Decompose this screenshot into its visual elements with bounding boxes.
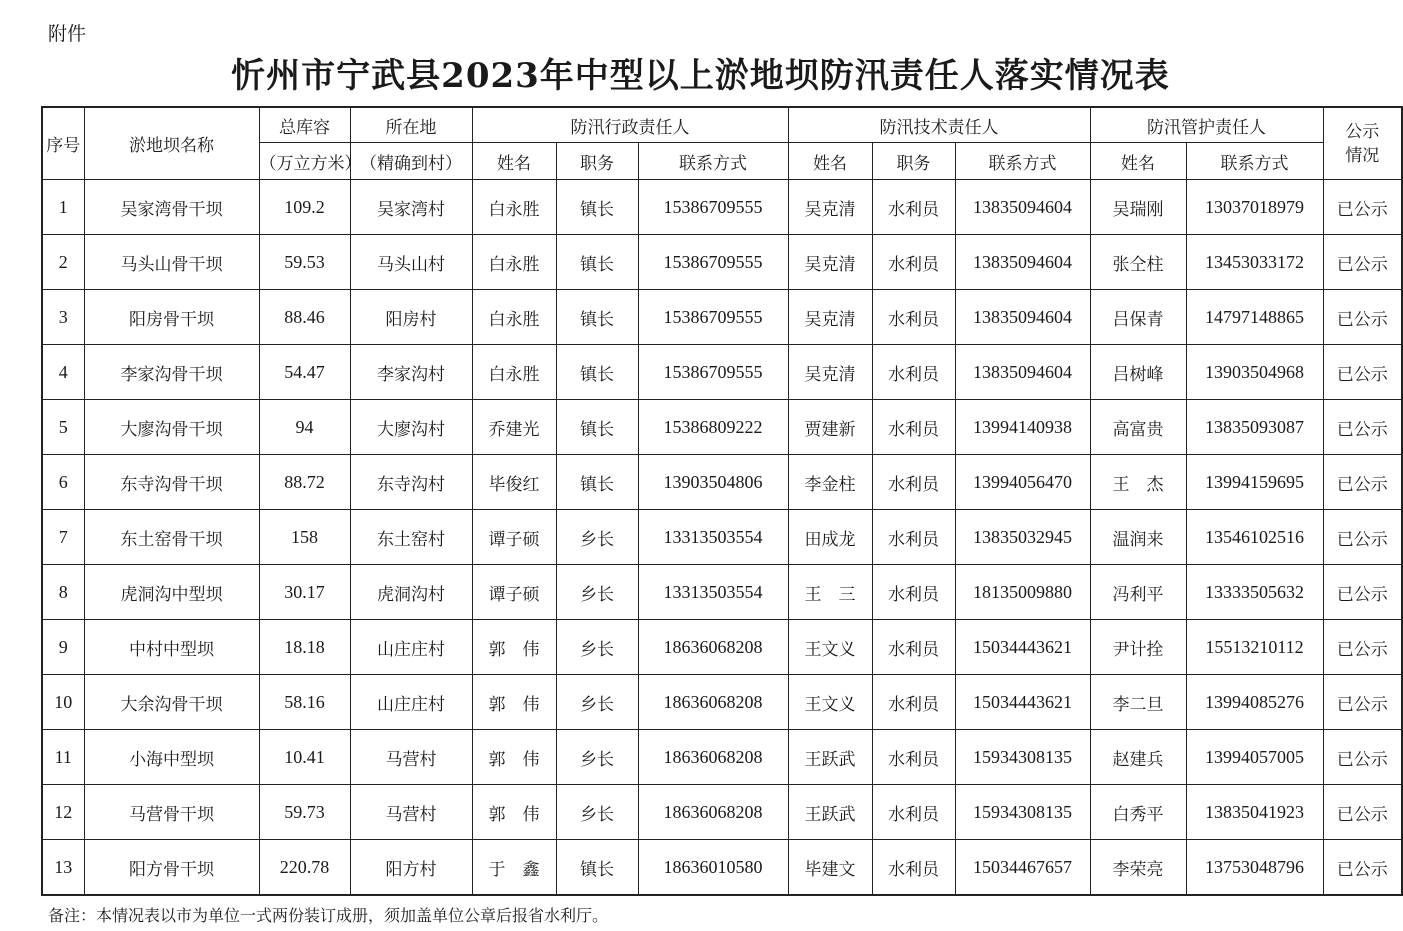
cell-location: 吴家湾村 (350, 180, 472, 235)
cell-care-name: 吕保青 (1090, 290, 1186, 345)
cell-tech-duty: 水利员 (872, 510, 955, 565)
table-row (42, 620, 1402, 675)
cell-care-phone: 14797148865 (1186, 290, 1323, 345)
table-row (42, 510, 1402, 565)
cell-tech-phone: 15934308135 (955, 730, 1090, 785)
cell-admin-phone: 18636010580 (638, 840, 788, 896)
cell-dam-name: 吴家湾骨干坝 (84, 180, 259, 235)
cell-admin-duty: 镇长 (556, 400, 638, 455)
header-care-contact: 联系方式 (1186, 143, 1323, 180)
cell-tech-phone: 15034467657 (955, 840, 1090, 896)
cell-index: 2 (42, 235, 84, 290)
cell-tech-name: 毕建文 (788, 840, 872, 896)
cell-tech-phone: 13835094604 (955, 235, 1090, 290)
cell-admin-name: 郭 伟 (472, 785, 556, 840)
cell-tech-phone: 13835094604 (955, 345, 1090, 400)
cell-care-name: 王 杰 (1090, 455, 1186, 510)
cell-admin-duty: 镇长 (556, 290, 638, 345)
cell-admin-phone: 18636068208 (638, 730, 788, 785)
cell-tech-duty: 水利员 (872, 235, 955, 290)
cell-admin-phone: 13313503554 (638, 510, 788, 565)
cell-tech-duty: 水利员 (872, 180, 955, 235)
cell-public-status: 已公示 (1323, 730, 1402, 785)
cell-care-phone: 13037018979 (1186, 180, 1323, 235)
cell-index: 5 (42, 400, 84, 455)
cell-dam-name: 中村中型坝 (84, 620, 259, 675)
cell-admin-duty: 镇长 (556, 235, 638, 290)
cell-index: 3 (42, 290, 84, 345)
header-public-line1: 公示 (1345, 121, 1380, 142)
header-capacity-unit: （万立方米） (259, 143, 350, 180)
cell-care-phone: 13453033172 (1186, 235, 1323, 290)
cell-admin-name: 于 鑫 (472, 840, 556, 896)
cell-public-status: 已公示 (1323, 620, 1402, 675)
cell-location: 马营村 (350, 730, 472, 785)
cell-capacity: 158 (259, 510, 350, 565)
cell-admin-duty: 镇长 (556, 345, 638, 400)
cell-admin-duty: 乡长 (556, 620, 638, 675)
cell-tech-phone: 13994056470 (955, 455, 1090, 510)
cell-dam-name: 东寺沟骨干坝 (84, 455, 259, 510)
header-location: 所在地 (350, 107, 472, 143)
cell-public-status: 已公示 (1323, 400, 1402, 455)
cell-capacity: 59.73 (259, 785, 350, 840)
cell-tech-name: 吴克清 (788, 345, 872, 400)
cell-admin-phone: 18636068208 (638, 675, 788, 730)
header-public-status (1323, 107, 1402, 180)
footnote: 备注：本情况表以市为单位一式两份装订成册，须加盖单位公章后报省水利厅。 (48, 906, 609, 925)
header-admin-group: 防汛行政责任人 (472, 107, 788, 143)
cell-dam-name: 阳方骨干坝 (84, 840, 259, 896)
cell-location: 马营村 (350, 785, 472, 840)
cell-tech-duty: 水利员 (872, 675, 955, 730)
cell-location: 马头山村 (350, 235, 472, 290)
cell-care-name: 尹计拴 (1090, 620, 1186, 675)
header-admin-contact: 联系方式 (638, 143, 788, 180)
cell-care-name: 吴瑞刚 (1090, 180, 1186, 235)
cell-public-status: 已公示 (1323, 345, 1402, 400)
cell-tech-phone: 15034443621 (955, 620, 1090, 675)
header-tech-duty: 职务 (872, 143, 955, 180)
header-capacity: 总库容 (259, 107, 350, 143)
cell-admin-name: 郭 伟 (472, 620, 556, 675)
cell-care-name: 李二旦 (1090, 675, 1186, 730)
header-dam-name: 淤地坝名称 (84, 107, 259, 180)
cell-location: 山庄庄村 (350, 620, 472, 675)
cell-care-name: 李荣亮 (1090, 840, 1186, 896)
cell-dam-name: 马头山骨干坝 (84, 235, 259, 290)
cell-admin-name: 乔建光 (472, 400, 556, 455)
cell-admin-duty: 乡长 (556, 510, 638, 565)
table-row (42, 785, 1402, 840)
cell-dam-name: 大余沟骨干坝 (84, 675, 259, 730)
cell-tech-phone: 18135009880 (955, 565, 1090, 620)
cell-admin-duty: 乡长 (556, 785, 638, 840)
cell-tech-phone: 13835032945 (955, 510, 1090, 565)
cell-admin-duty: 乡长 (556, 730, 638, 785)
cell-location: 东寺沟村 (350, 455, 472, 510)
cell-index: 10 (42, 675, 84, 730)
cell-public-status: 已公示 (1323, 455, 1402, 510)
cell-tech-duty: 水利员 (872, 455, 955, 510)
cell-public-status: 已公示 (1323, 180, 1402, 235)
cell-care-name: 白秀平 (1090, 785, 1186, 840)
cell-admin-name: 毕俊红 (472, 455, 556, 510)
cell-admin-phone: 18636068208 (638, 620, 788, 675)
cell-admin-phone: 15386709555 (638, 235, 788, 290)
cell-admin-duty: 镇长 (556, 180, 638, 235)
cell-admin-name: 谭子硕 (472, 565, 556, 620)
responsibility-table (41, 106, 1403, 896)
table-row (42, 455, 1402, 510)
cell-admin-name: 郭 伟 (472, 730, 556, 785)
cell-tech-name: 王跃武 (788, 730, 872, 785)
attachment-label: 附件 (48, 23, 87, 45)
header-admin-duty: 职务 (556, 143, 638, 180)
cell-tech-name: 吴克清 (788, 180, 872, 235)
table-row (42, 565, 1402, 620)
table-row (42, 180, 1402, 235)
cell-admin-phone: 13313503554 (638, 565, 788, 620)
cell-tech-name: 王文义 (788, 620, 872, 675)
table-row (42, 290, 1402, 345)
table-row (42, 840, 1402, 896)
cell-capacity: 18.18 (259, 620, 350, 675)
cell-care-name: 张仝柱 (1090, 235, 1186, 290)
cell-index: 6 (42, 455, 84, 510)
cell-index: 8 (42, 565, 84, 620)
cell-tech-name: 王跃武 (788, 785, 872, 840)
cell-index: 4 (42, 345, 84, 400)
cell-capacity: 88.72 (259, 455, 350, 510)
table-row (42, 675, 1402, 730)
cell-location: 李家沟村 (350, 345, 472, 400)
cell-dam-name: 大廖沟骨干坝 (84, 400, 259, 455)
cell-index: 12 (42, 785, 84, 840)
cell-tech-name: 李金柱 (788, 455, 872, 510)
cell-tech-phone: 15034443621 (955, 675, 1090, 730)
cell-location: 阳房村 (350, 290, 472, 345)
cell-location: 虎洞沟村 (350, 565, 472, 620)
cell-care-name: 吕树峰 (1090, 345, 1186, 400)
cell-care-name: 温润来 (1090, 510, 1186, 565)
cell-admin-name: 白永胜 (472, 235, 556, 290)
table-row (42, 400, 1402, 455)
cell-tech-duty: 水利员 (872, 785, 955, 840)
cell-care-phone: 13835093087 (1186, 400, 1323, 455)
cell-public-status: 已公示 (1323, 290, 1402, 345)
cell-tech-name: 王文义 (788, 675, 872, 730)
cell-care-phone: 13994057005 (1186, 730, 1323, 785)
cell-capacity: 88.46 (259, 290, 350, 345)
cell-tech-duty: 水利员 (872, 565, 955, 620)
cell-dam-name: 马营骨干坝 (84, 785, 259, 840)
cell-index: 13 (42, 840, 84, 896)
cell-dam-name: 李家沟骨干坝 (84, 345, 259, 400)
header-care-name: 姓名 (1090, 143, 1186, 180)
cell-capacity: 30.17 (259, 565, 350, 620)
cell-admin-duty: 镇长 (556, 455, 638, 510)
table-row (42, 235, 1402, 290)
cell-care-name: 赵建兵 (1090, 730, 1186, 785)
cell-capacity: 220.78 (259, 840, 350, 896)
cell-index: 7 (42, 510, 84, 565)
cell-tech-name: 吴克清 (788, 290, 872, 345)
cell-public-status: 已公示 (1323, 785, 1402, 840)
cell-admin-duty: 镇长 (556, 840, 638, 896)
cell-tech-name: 吴克清 (788, 235, 872, 290)
cell-care-name: 高富贵 (1090, 400, 1186, 455)
cell-care-phone: 13994085276 (1186, 675, 1323, 730)
cell-dam-name: 小海中型坝 (84, 730, 259, 785)
header-tech-group: 防汛技术责任人 (788, 107, 1090, 143)
cell-admin-phone: 15386709555 (638, 345, 788, 400)
cell-care-phone: 13753048796 (1186, 840, 1323, 896)
header-tech-name: 姓名 (788, 143, 872, 180)
cell-location: 山庄庄村 (350, 675, 472, 730)
cell-public-status: 已公示 (1323, 235, 1402, 290)
cell-tech-phone: 13994140938 (955, 400, 1090, 455)
cell-public-status: 已公示 (1323, 840, 1402, 896)
cell-care-name: 冯利平 (1090, 565, 1186, 620)
cell-care-phone: 15513210112 (1186, 620, 1323, 675)
cell-care-phone: 13835041923 (1186, 785, 1323, 840)
cell-capacity: 109.2 (259, 180, 350, 235)
cell-tech-duty: 水利员 (872, 400, 955, 455)
cell-tech-phone: 13835094604 (955, 180, 1090, 235)
header-care-group: 防汛管护责任人 (1090, 107, 1323, 143)
cell-public-status: 已公示 (1323, 565, 1402, 620)
cell-care-phone: 13333505632 (1186, 565, 1323, 620)
cell-tech-duty: 水利员 (872, 730, 955, 785)
cell-public-status: 已公示 (1323, 675, 1402, 730)
cell-tech-name: 田成龙 (788, 510, 872, 565)
cell-tech-name: 贾建新 (788, 400, 872, 455)
table-row (42, 730, 1402, 785)
cell-admin-duty: 乡长 (556, 565, 638, 620)
cell-admin-phone: 15386709555 (638, 180, 788, 235)
cell-tech-duty: 水利员 (872, 840, 955, 896)
cell-tech-phone: 15934308135 (955, 785, 1090, 840)
header-index: 序号 (42, 107, 84, 180)
cell-tech-duty: 水利员 (872, 290, 955, 345)
cell-location: 阳方村 (350, 840, 472, 896)
cell-index: 11 (42, 730, 84, 785)
cell-tech-duty: 水利员 (872, 620, 955, 675)
cell-admin-phone: 18636068208 (638, 785, 788, 840)
cell-capacity: 54.47 (259, 345, 350, 400)
cell-dam-name: 虎洞沟中型坝 (84, 565, 259, 620)
cell-admin-name: 白永胜 (472, 290, 556, 345)
cell-capacity: 59.53 (259, 235, 350, 290)
cell-admin-phone: 15386709555 (638, 290, 788, 345)
cell-dam-name: 东土窑骨干坝 (84, 510, 259, 565)
header-public-line2: 情况 (1345, 145, 1380, 166)
cell-care-phone: 13903504968 (1186, 345, 1323, 400)
cell-admin-phone: 15386809222 (638, 400, 788, 455)
page-title: 忻州市宁武县2023年中型以上淤地坝防汛责任人落实情况表 (231, 56, 1170, 96)
cell-tech-phone: 13835094604 (955, 290, 1090, 345)
cell-dam-name: 阳房骨干坝 (84, 290, 259, 345)
cell-capacity: 58.16 (259, 675, 350, 730)
cell-public-status: 已公示 (1323, 510, 1402, 565)
cell-location: 东土窑村 (350, 510, 472, 565)
cell-capacity: 10.41 (259, 730, 350, 785)
cell-tech-name: 王 三 (788, 565, 872, 620)
cell-admin-duty: 乡长 (556, 675, 638, 730)
header-tech-contact: 联系方式 (955, 143, 1090, 180)
cell-admin-name: 白永胜 (472, 180, 556, 235)
cell-care-phone: 13994159695 (1186, 455, 1323, 510)
header-admin-name: 姓名 (472, 143, 556, 180)
cell-index: 9 (42, 620, 84, 675)
cell-admin-name: 郭 伟 (472, 675, 556, 730)
header-location-note: （精确到村） (350, 143, 472, 180)
cell-admin-phone: 13903504806 (638, 455, 788, 510)
cell-admin-name: 白永胜 (472, 345, 556, 400)
cell-capacity: 94 (259, 400, 350, 455)
table-body (42, 180, 1402, 896)
cell-admin-name: 谭子硕 (472, 510, 556, 565)
cell-location: 大廖沟村 (350, 400, 472, 455)
cell-index: 1 (42, 180, 84, 235)
cell-tech-duty: 水利员 (872, 345, 955, 400)
cell-care-phone: 13546102516 (1186, 510, 1323, 565)
table-row (42, 345, 1402, 400)
